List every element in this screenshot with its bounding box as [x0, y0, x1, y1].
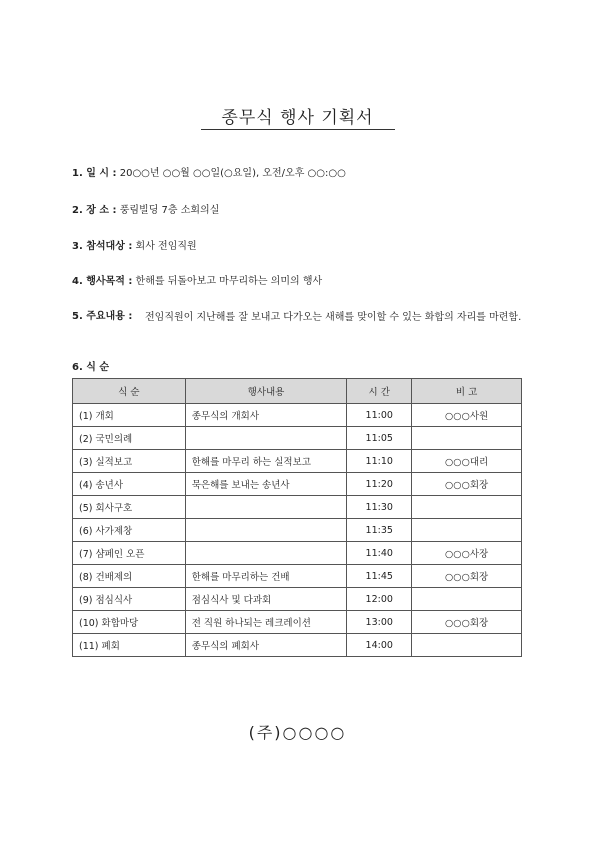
item-label: 5. 주요내용 : [72, 311, 133, 322]
cell-content: 종무식의 폐회사 [185, 634, 347, 657]
table-row [73, 404, 522, 427]
cell-time: 11:00 [347, 404, 412, 427]
item-content [72, 309, 527, 325]
table-row [73, 519, 522, 542]
cell-order: (2) 국민의례 [73, 427, 186, 450]
item-value: 한해를 뒤돌아보고 마무리하는 의미의 행사 [135, 276, 323, 287]
table-row [73, 450, 522, 473]
document-title: 종무식 행사 기획서 [221, 108, 374, 128]
cell-note: ○○○사원 [412, 404, 522, 427]
cell-note [412, 427, 522, 450]
cell-time: 11:05 [347, 427, 412, 450]
cell-note: ○○○사장 [412, 542, 522, 565]
item-value: 회사 전임직원 [135, 241, 197, 252]
cell-order: (9) 점심식사 [73, 588, 186, 611]
item-label: 3. 참석대상 : [72, 241, 133, 252]
item-label: 1. 일 시 : [72, 168, 117, 179]
cell-time: 14:00 [347, 634, 412, 657]
cell-content: 한해를 마무리 하는 실적보고 [185, 450, 347, 473]
cell-time: 11:10 [347, 450, 412, 473]
cell-content [185, 542, 347, 565]
cell-content: 한해를 마무리하는 건배 [185, 565, 347, 588]
cell-note [412, 634, 522, 657]
cell-order: (5) 회사구호 [73, 496, 186, 519]
cell-order: (11) 폐회 [73, 634, 186, 657]
cell-order: (4) 송년사 [73, 473, 186, 496]
item-label: 4. 행사목적 : [72, 276, 133, 287]
table-row [73, 611, 522, 634]
cell-time: 11:30 [347, 496, 412, 519]
table-row [73, 473, 522, 496]
cell-content [185, 427, 347, 450]
cell-note: ○○○회장 [412, 565, 522, 588]
cell-note [412, 588, 522, 611]
cell-note: ○○○회장 [412, 611, 522, 634]
cell-time: 11:40 [347, 542, 412, 565]
header-time: 시 간 [347, 379, 412, 404]
item-attendees [72, 239, 197, 255]
table-row [73, 565, 522, 588]
item-purpose [72, 274, 322, 290]
cell-note [412, 496, 522, 519]
cell-content: 묵은해를 보내는 송년사 [185, 473, 347, 496]
cell-time: 11:45 [347, 565, 412, 588]
table-row [73, 588, 522, 611]
cell-content: 종무식의 개회사 [185, 404, 347, 427]
table-header-row [73, 379, 522, 404]
company-name: (주)○○○○ [248, 723, 347, 742]
cell-order: (8) 건배제의 [73, 565, 186, 588]
table-row [73, 427, 522, 450]
schedule-heading [72, 360, 109, 376]
cell-content [185, 519, 347, 542]
header-note: 비 고 [412, 379, 522, 404]
cell-note [412, 519, 522, 542]
cell-time: 13:00 [347, 611, 412, 634]
item-value: 풍림빌딩 7층 소회의실 [119, 205, 220, 216]
item-datetime [72, 166, 346, 182]
item-location [72, 203, 219, 219]
cell-order: (3) 실적보고 [73, 450, 186, 473]
item-label: 2. 장 소 : [72, 205, 117, 216]
cell-note: ○○○대리 [412, 450, 522, 473]
cell-content [185, 496, 347, 519]
item-value: 20○○년 ○○월 ○○일(○요일), 오전/오후 ○○:○○ [119, 168, 346, 179]
cell-order: (6) 사가제창 [73, 519, 186, 542]
schedule-heading-label: 6. 식 순 [72, 362, 110, 373]
cell-content: 전 직원 하나되는 레크레이션 [185, 611, 347, 634]
cell-time: 11:35 [347, 519, 412, 542]
header-order: 식 순 [73, 379, 186, 404]
cell-content: 점심식사 및 다과회 [185, 588, 347, 611]
cell-time: 12:00 [347, 588, 412, 611]
cell-order: (1) 개회 [73, 404, 186, 427]
header-content: 행사내용 [185, 379, 347, 404]
cell-order: (10) 화합마당 [73, 611, 186, 634]
cell-note: ○○○회장 [412, 473, 522, 496]
table-row [73, 542, 522, 565]
table-row [73, 496, 522, 519]
schedule-table [72, 378, 522, 657]
cell-order: (7) 샴페인 오픈 [73, 542, 186, 565]
cell-time: 11:20 [347, 473, 412, 496]
title-underline [201, 129, 395, 130]
item-value: 전임직원이 지난해를 잘 보내고 다가오는 새해를 맞이할 수 있는 화합의 자리를 마련함. [145, 312, 522, 323]
table-row [73, 634, 522, 657]
